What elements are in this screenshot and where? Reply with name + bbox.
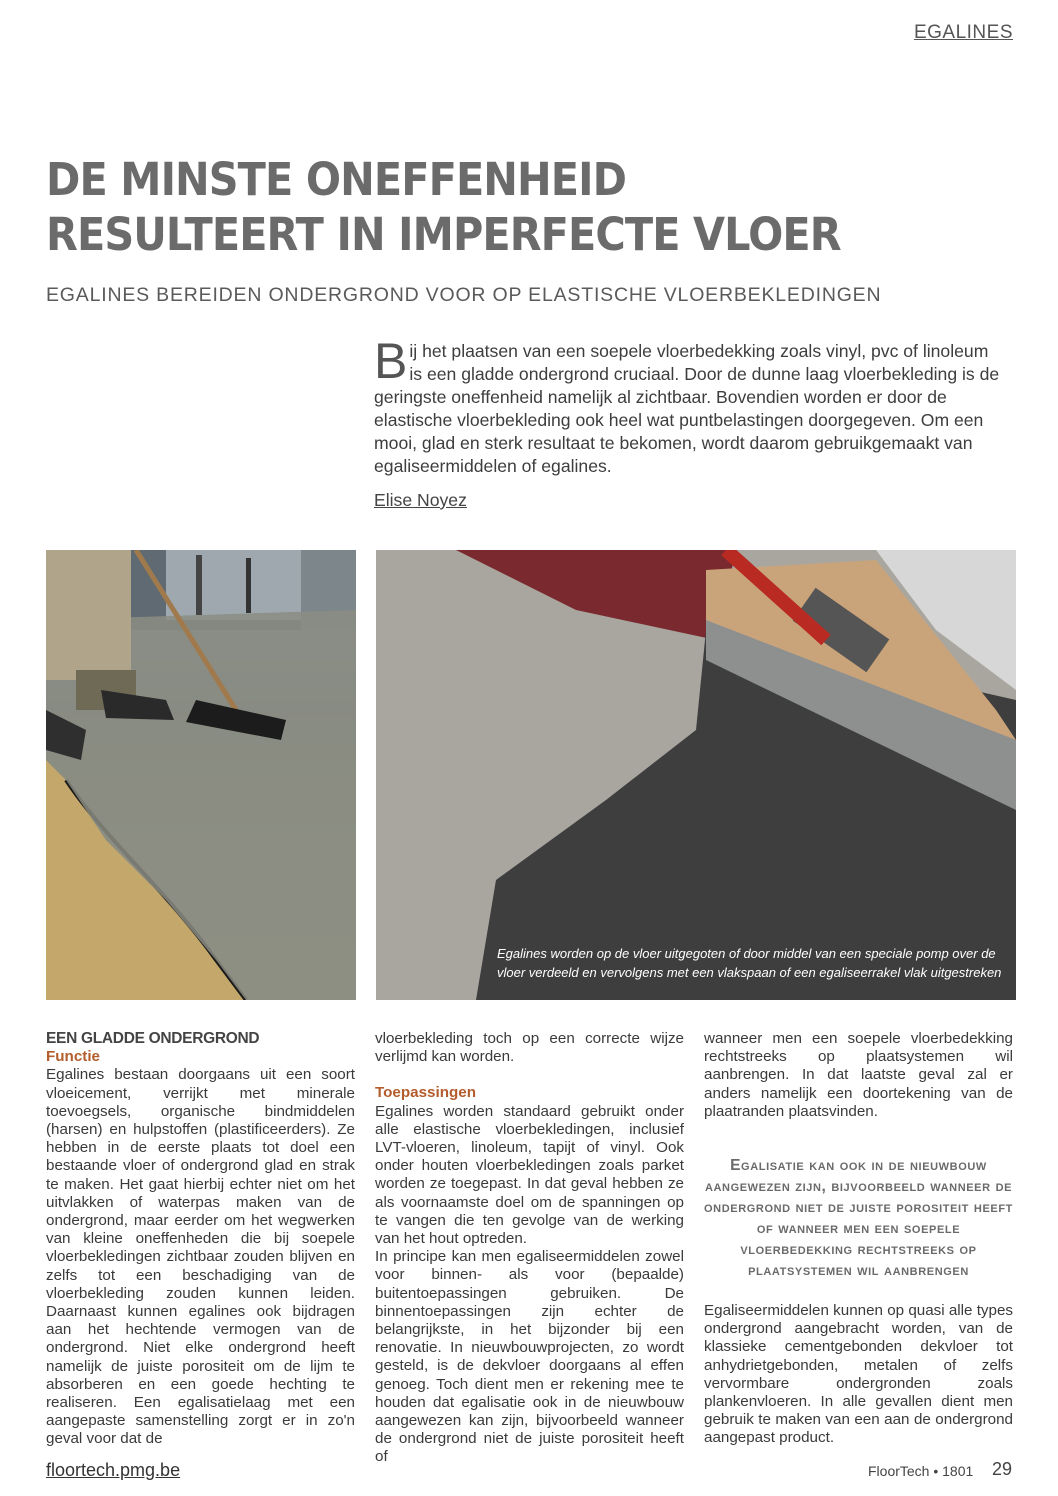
- column-3-text-bottom: Egaliseermiddelen kunnen op quasi alle types ondergrond aangebracht worden, van de klassieke cementgebonden dekvloer tot anhydrietgebonden, metalen of zelfs vervormbare ondergronden zoals plankenvloeren. In alle gevallen dient men gebruik te maken van een aan de ondergrond aangepast product.: [704, 1302, 1014, 1447]
- column-1-text: Egalines bestaan doorgaans uit een soort vloeicement, verrijkt met minerale toevoegsels, organische bindmiddelen (harsen) en hulpstoffen (plastificeerders). Ze hebben in de eerste plaats tot doel een bestaande vloer of ondergrond glad en strak te maken. Het gaat hierbij echter niet om het uitvlakken of waterpas maken van de ondergrond, maar eerder om het wegwerken van kleine oneffenheden die bij soepele vloerbekledingen zichtbaar zouden blijven en zelfs tot een beschadiging van de vloerbekleding zouden kunnen leiden. Daarnaast kunnen egalines ook bijdragen aan het hechtende vermogen van de ondergrond. Niet elke ondergrond heeft namelijk de juiste porositeit om de lijm te absorberen en een goede hechting te realiseren. Een egalisatielaag met een aangepaste samenstelling zorgt er in zo'n geval voor dat de: [46, 1066, 355, 1448]
- column-2: [375, 1030, 684, 1467]
- article-subtitle: EGALINES BEREIDEN ONDERGROND VOOR OP ELASTISCHE VLOERBEKLEDINGEN: [46, 284, 882, 306]
- column-1: [46, 1030, 355, 1449]
- footer-magazine-issue: FloorTech • 1801: [868, 1463, 974, 1479]
- photo-worker-spreading: [46, 550, 356, 1000]
- subheading-toepassingen: Toepassingen: [375, 1084, 476, 1102]
- photo-squeegee-illustration: [376, 550, 1016, 1000]
- column-3: [704, 1030, 1013, 1121]
- photo-leveling-squeegee: [376, 550, 1016, 1000]
- page-number: 29: [992, 1459, 1013, 1479]
- column-2-text-2: In principe kan men egaliseermiddelen zowel voor binnen- als voor (bepaalde) buitentoepassingen gebruiken. De binnentoepassingen zijn echter de belangrijkste, in het bijzonder bij een renovatie. In nieuwbouwprojecten, zo wordt gesteld, is de dekvloer doorgaans al effen genoeg. Toch dient men er rekening mee te houden dat egalisatie ook in de nieuwbouw aangewezen kan zijn, bijvoorbeeld wanneer de ondergrond niet de juiste porositeit heeft of: [375, 1248, 684, 1466]
- intro-text: ij het plaatsen van een soepele vloerbedekking zoals vinyl, pvc of linoleum is een gladde ondergrond cruciaal. Door de dunne laag vloerbekleding is de geringste oneffenheid namelijk al zichtbaar. Bovendien worden er door de elastische vloerbekleding ook heel wat puntbelastingen doorgegeven. Om een mooi, glad en sterk resultaat te bekomen, wordt daarom gebruikgemaakt van egaliseermiddelen of egalines.: [374, 341, 1000, 476]
- drop-cap: B: [374, 333, 408, 389]
- photo-worker-illustration: [46, 550, 356, 1000]
- section-heading: EEN GLADDE ONDERGROND: [46, 1030, 260, 1047]
- pull-quote: Egalisatie kan ook in de nieuwbouw aangewezen zijn, bijvoorbeeld wanneer de ondergrond niet de juiste porositeit heeft of wanneer men een soepele vloerbedekking rechtstreeks op plaatsystemen wil aanbrengen: [704, 1157, 1013, 1279]
- article-title: [46, 152, 929, 262]
- column-2-text-top: vloerbekleding toch op een correcte wijze verlijmd kan worden.: [375, 1030, 684, 1066]
- column-3-text-top: wanneer men een soepele vloerbedekking rechtstreeks op plaatsystemen wil aanbrengen. In dat laatste geval zal er anders namelijk een doortekening van de plaatranden plaatsvinden.: [704, 1030, 1013, 1120]
- author-link[interactable]: Elise Noyez: [374, 490, 467, 510]
- section-label[interactable]: EGALINES: [913, 22, 1013, 43]
- column-3-bottom: [704, 1302, 1013, 1448]
- footer-website-link[interactable]: floortech.pmg.be: [46, 1460, 181, 1480]
- paragraph-gap: [375, 1066, 684, 1084]
- subheading-functie: Functie: [46, 1048, 101, 1066]
- intro-paragraph: [374, 333, 1004, 478]
- column-2-text-1: Egalines worden standaard gebruikt onder alle elastische vloerbekledingen, inclusief LVT-vloeren, linoleum, tapijt of vinyl. Ook onder houten vloerbekledingen zoals parket worden ze toegepast. In dat geval hebben ze als voornaamste doel om de spanningen op te vangen die ten gevolge van de werking van het hout optreden.: [375, 1102, 684, 1248]
- title-line-1: DE MINSTE ONEFFENHEID: [46, 153, 627, 206]
- title-line-2: RESULTEERT IN IMPERFECTE VLOER: [46, 208, 841, 261]
- photo-caption: Egalines worden op de vloer uitgegoten of door middel van een speciale pomp over de vloer verdeeld en vervolgens met een vlakspaan of een egaliseerrakel vlak uitgestreken: [497, 946, 1002, 980]
